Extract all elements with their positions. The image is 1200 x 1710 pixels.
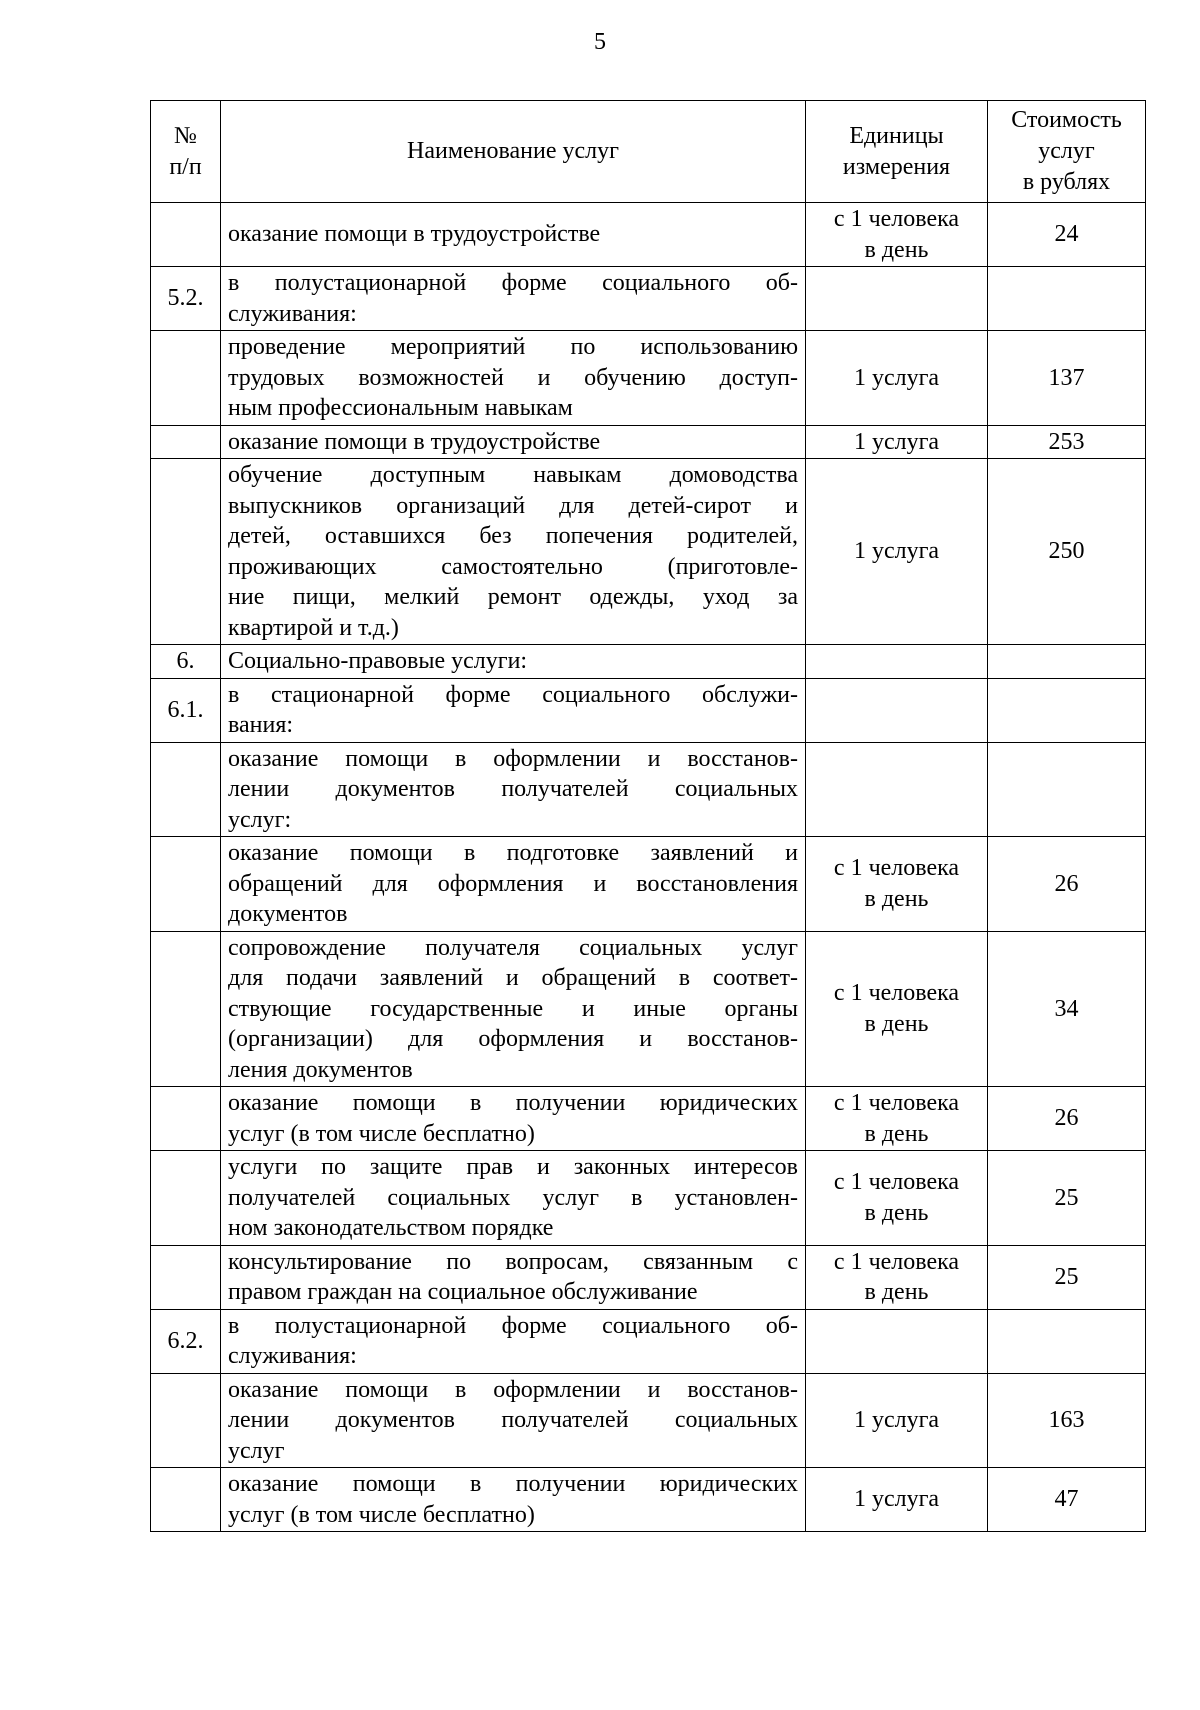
- service-name-line: услуги по защите прав и законных интересов: [228, 1154, 798, 1180]
- service-name-line: трудовых возможностей и обучению доступ-: [228, 364, 798, 391]
- header-name-line: Наименование услуг: [407, 138, 619, 164]
- service-name-line: ном законодательством порядке: [228, 1215, 554, 1241]
- row-number: [151, 837, 221, 932]
- service-name: [221, 203, 806, 267]
- service-cost: 24: [988, 203, 1146, 267]
- table-row: [151, 1309, 1146, 1373]
- service-name-line: выпускников организаций для детей-сирот и: [228, 492, 798, 519]
- table-row: [151, 425, 1146, 459]
- service-name-line: документов: [228, 901, 348, 927]
- unit-line: с 1 человека: [833, 1090, 960, 1116]
- table-row: [151, 203, 1146, 267]
- unit-line: 1 услуга: [853, 364, 940, 391]
- service-name-line: услуг (в том числе бесплатно): [228, 1120, 535, 1147]
- service-cost: 25: [988, 1245, 1146, 1309]
- row-number: [151, 331, 221, 426]
- unit-line: с 1 человека: [833, 855, 960, 882]
- row-number: 5.2.: [151, 267, 221, 331]
- table-row: [151, 331, 1146, 426]
- row-number: [151, 931, 221, 1087]
- service-name-line: оказание помощи в трудоустройстве: [228, 221, 601, 248]
- service-name-line: сопровождение получателя социальных услуг: [228, 934, 798, 961]
- service-name-line: для подачи заявлений и обращений в соответ-: [228, 965, 798, 991]
- header-cost-line: услуг: [1038, 138, 1095, 164]
- row-number: [151, 1087, 221, 1151]
- table-row: [151, 1151, 1146, 1246]
- service-name: [221, 678, 806, 742]
- row-number: [151, 742, 221, 837]
- header-num: [151, 101, 221, 203]
- table-row: [151, 742, 1146, 837]
- service-name-line: услуг (в том числе бесплатно): [228, 1501, 535, 1528]
- unit-line: с 1 человека: [833, 980, 960, 1007]
- service-name: [221, 1373, 806, 1468]
- unit-of-measure: [806, 1309, 988, 1373]
- unit-of-measure: [806, 1245, 988, 1309]
- table-row: [151, 1245, 1146, 1309]
- unit-of-measure: [806, 645, 988, 679]
- row-number: [151, 459, 221, 645]
- unit-of-measure: [806, 459, 988, 645]
- unit-line: с 1 человека: [833, 1248, 960, 1275]
- header-num-line: №: [174, 122, 197, 149]
- unit-of-measure: [806, 1087, 988, 1151]
- row-number: [151, 1151, 221, 1246]
- row-number: 6.1.: [151, 678, 221, 742]
- unit-of-measure: [806, 203, 988, 267]
- page-number: 5: [594, 29, 606, 55]
- service-name-line: оказание помощи в оформлении и восстанов-: [228, 1376, 798, 1403]
- service-name-line: оказание помощи в подготовке заявлений и: [228, 840, 798, 866]
- service-cost: [988, 678, 1146, 742]
- row-number: [151, 425, 221, 459]
- unit-of-measure: [806, 1468, 988, 1532]
- service-name: [221, 1468, 806, 1532]
- service-cost: 26: [988, 837, 1146, 932]
- service-name-line: детей, оставшихся без попечения родителей,: [228, 523, 798, 549]
- unit-line: в день: [864, 1120, 929, 1147]
- table-row: [151, 267, 1146, 331]
- service-cost: 163: [988, 1373, 1146, 1468]
- service-cost: [988, 645, 1146, 679]
- service-name: [221, 267, 806, 331]
- service-cost: 137: [988, 331, 1146, 426]
- service-cost: 253: [988, 425, 1146, 459]
- row-number: [151, 1468, 221, 1532]
- unit-line: в день: [864, 236, 929, 263]
- unit-line: в день: [864, 1010, 929, 1037]
- header-num-line: п/п: [169, 153, 202, 180]
- service-name: [221, 931, 806, 1087]
- service-name-line: в полустационарной форме социального об-: [228, 270, 798, 296]
- table-row: [151, 837, 1146, 932]
- service-name-line: оказание помощи в получении юридических: [228, 1090, 798, 1116]
- unit-of-measure: [806, 425, 988, 459]
- service-name-line: лении документов получателей социальных: [228, 1407, 798, 1433]
- service-name-line: проведение мероприятий по использованию: [228, 334, 798, 360]
- row-number: 6.2.: [151, 1309, 221, 1373]
- service-name-line: ным профессиональным навыкам: [228, 395, 573, 421]
- header-cost: [988, 101, 1146, 203]
- service-name: [221, 1245, 806, 1309]
- service-name: [221, 1151, 806, 1246]
- service-name-line: консультирование по вопросам, связанным с: [228, 1248, 798, 1275]
- service-name: [221, 425, 806, 459]
- service-name-line: оказание помощи в трудоустройстве: [228, 428, 601, 455]
- unit-of-measure: [806, 1151, 988, 1246]
- unit-line: с 1 человека: [833, 206, 960, 232]
- unit-of-measure: [806, 331, 988, 426]
- unit-of-measure: [806, 931, 988, 1087]
- service-name-line: в полустационарной форме социального об-: [228, 1312, 798, 1339]
- service-name: [221, 837, 806, 932]
- table-row: [151, 645, 1146, 679]
- service-name-line: проживающих самостоятельно (приготовле-: [228, 553, 798, 580]
- unit-of-measure: [806, 837, 988, 932]
- service-cost: 26: [988, 1087, 1146, 1151]
- service-name-line: служивания:: [228, 300, 357, 327]
- unit-of-measure: [806, 1373, 988, 1468]
- service-cost: 47: [988, 1468, 1146, 1532]
- service-name-line: ние пищи, мелкий ремонт одежды, уход за: [228, 584, 798, 610]
- service-name-line: обучение доступным навыкам домоводства: [228, 462, 798, 488]
- unit-line: с 1 человека: [833, 1169, 960, 1196]
- table-body: [151, 203, 1146, 1532]
- service-cost: [988, 1309, 1146, 1373]
- service-name: [221, 331, 806, 426]
- service-cost: 250: [988, 459, 1146, 645]
- table-row: [151, 1087, 1146, 1151]
- service-name-line: вания:: [228, 712, 294, 738]
- header-unit-line: измерения: [842, 153, 951, 180]
- service-name-line: получателей социальных услуг в установлен-: [228, 1184, 798, 1211]
- service-name-line: оказание помощи в получении юридических: [228, 1471, 798, 1497]
- header-unit: [806, 101, 988, 203]
- row-number: [151, 1245, 221, 1309]
- table-header: [151, 101, 1146, 203]
- row-number: [151, 203, 221, 267]
- service-name-line: обращений для оформления и восстановления: [228, 870, 798, 897]
- service-name-line: квартирой и т.д.): [228, 614, 399, 641]
- service-cost: 25: [988, 1151, 1146, 1246]
- service-name-line: служивания:: [228, 1343, 357, 1369]
- service-cost: 34: [988, 931, 1146, 1087]
- service-name: [221, 1309, 806, 1373]
- table-row: [151, 459, 1146, 645]
- table-row: [151, 678, 1146, 742]
- service-name-line: ствующие государственные и иные органы: [228, 995, 798, 1022]
- unit-of-measure: [806, 678, 988, 742]
- unit-of-measure: [806, 267, 988, 331]
- service-name: [221, 645, 806, 679]
- service-name-line: ления документов: [228, 1056, 413, 1083]
- row-number: [151, 1373, 221, 1468]
- header-cost-line: в рублях: [1022, 169, 1111, 195]
- table-row: [151, 1373, 1146, 1468]
- service-name-line: (организации) для оформления и восстанов-: [228, 1026, 798, 1052]
- unit-line: 1 услуга: [853, 1407, 940, 1433]
- row-number: 6.: [151, 645, 221, 679]
- unit-line: в день: [864, 1199, 929, 1226]
- service-name-line: услуг:: [228, 806, 292, 833]
- service-name: [221, 1087, 806, 1151]
- header-cost-line: Стоимость: [1011, 107, 1122, 133]
- unit-line: в день: [864, 1279, 929, 1305]
- service-name-line: услуг: [228, 1437, 285, 1464]
- service-name-line: в стационарной форме социального обслужи-: [228, 681, 798, 708]
- service-name-line: оказание помощи в оформлении и восстанов-: [228, 745, 798, 772]
- service-name: [221, 459, 806, 645]
- unit-line: в день: [864, 885, 929, 912]
- unit-line: 1 услуга: [853, 1486, 940, 1513]
- unit-of-measure: [806, 742, 988, 837]
- header-name: [221, 101, 806, 203]
- service-name-line: правом граждан на социальное обслуживание: [228, 1279, 698, 1305]
- table-row: [151, 931, 1146, 1087]
- service-cost: [988, 742, 1146, 837]
- service-name-line: лении документов получателей социальных: [228, 776, 798, 802]
- service-cost: [988, 267, 1146, 331]
- services-price-table: [150, 100, 1146, 1532]
- header-row: [151, 101, 1146, 203]
- service-name: [221, 742, 806, 837]
- table-row: [151, 1468, 1146, 1532]
- header-unit-line: Единицы: [849, 122, 944, 149]
- unit-line: 1 услуга: [853, 428, 940, 455]
- service-name-line: Социально-правовые услуги:: [228, 648, 528, 674]
- unit-line: 1 услуга: [853, 538, 940, 565]
